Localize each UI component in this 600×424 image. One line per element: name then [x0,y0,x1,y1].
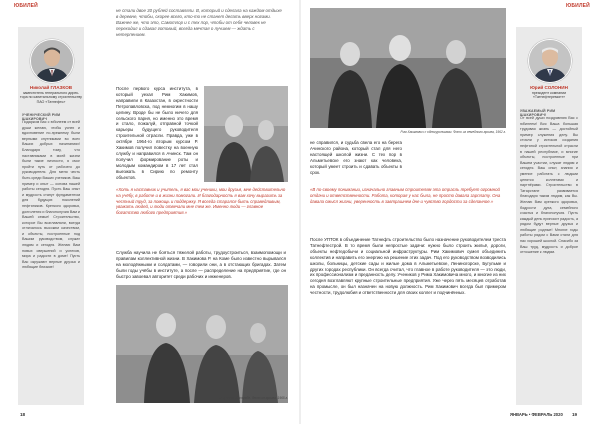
photo-classmates-left [204,86,288,182]
left-sidebar [18,27,84,405]
left-person-role-2: тора по капитальному строительству [20,95,82,100]
left-person-name: Николай ГЛАЗКОВ [29,85,73,90]
page-gutter [299,0,301,424]
left-person-role-1: заместитель генерального дирек- [22,91,80,95]
caption-top-photo: Рим Хакимович с однокурсниками. Фото из семейного архива, 1962 г. [400,130,506,134]
left-greeting-heading: УЧЕНИЧЕСКИЙ РИМ ШАКИРОВИЧ [22,113,61,121]
page-number-right: 19 [572,412,578,417]
photo-image-icon [204,86,288,182]
article-lead: не стали двое 30 рублей составляли. В, который и сделала на каждом отдыхе в деревне, чтобы, скорее всего, кто-то не станет делать вверх ногами. Важнее же, что это, Самотлор и с тех пор, чтобы от себя человек не переходил и сдавал готовый, всегда мечтая о лучшем — ждать с нетерпением. [116,8,282,37]
rubric-left: ЮБИЛЕЙ [14,3,38,9]
army-photo-image-icon [116,285,288,403]
portrait-photo-icon [31,40,73,82]
group-photo-image-icon [310,8,506,128]
right-person-role-2: «Татнефтеремонт» [532,95,566,100]
pull-quote-1: «Хоть я наставник и учитель, я вас мои ученики, мои друзья, мне действительно на учёбу, в работе и в жизни помогали. И благодарность я вам хочу выразить за честный труд, за помощь и поддержку. Я всегда старался быть справедливым, уважать людей, и люди отвечали мне тем же. Именно люди — главное богатство любого предприятия.» [116,187,286,216]
right-greeting-heading: УВАЖАЕМЫЙ РИМ ШАКИРОВИЧ! [520,109,556,117]
left-greeting-text: Подарком Вас с юбилеем от всей души желаю, чтобы успех и вдохновение по-прежнему были верными спутниками во всех Ваших добрых начинаниях! Благодаря тому, что наставниками в моей жизни были такие личности, я смог пройти путь от рабочего до руководителя. Для меня честь быть среди Ваших учеников. Ваш пример и опыт — основа нашей работы сегодня. Пусть Ваш опыт и мудрость станут фундаментом для будущих поколений нефтяников. Крепкого здоровья, долголетия и благополучия Вам и Вашей семье! Строительство, которое Вы возглавляли, всегда отличалось высоким качеством, и объекты, построенные под Вашим руководством, служат людям и сегодня. Желаю Вам новых свершений и успехов, мира и радости в доме! Пусть Вас окружают верные друзья и любящие близкие! [22,120,80,270]
caption-bottom-photo: На армейской службе. Фото из архива, 1965 г. [217,396,288,400]
column-1-bottom: Служба научила не бояться тяжелой работы, трудоустроиться, взаимопомощи и правилам коллективной жизни. В Хакимова Р. на Коме было известно вырывался на молодёжными и солдатами, — говорили они, а в отстающих бригадах. Затем были годы учёбы в институте, а после — распределение на предприятие, где он быстро завоевал авторитет среди рабочих и инженеров. [116,250,286,279]
left-person-role-3: ПАО «Татнефть» [36,99,66,104]
rubric-right: ЮБИЛЕЙ [566,3,590,9]
portrait-glazkov [30,39,74,83]
right-person-role-1: президент компании [531,91,567,95]
page-number-left: 18 [20,412,26,417]
photo-army-service [116,285,288,403]
photo-classmates-group [310,8,506,128]
column-2-bottom: После УПТОК в объединение Татнефть строительство было назначение руководителем треста Татнефтестрой. В то время были непростые задачи: нужно было строить жильё, дороги, объекты нефтедобычи и социальной инфраструктуры. Рим Хакимович сумел объединить коллектив и направить его энергию на решение этих задач. Под его руководством возводились школы, больницы, детские сады и жилые дома в Альметьевске, Лениногорске, Бугульме и других городах республики. Он всегда считал, что главное в работе руководителя — это люди, их профессионализм и преданность делу. Учеников у Рима Хакимовича много, и многие из них сегодня возглавляют крупные строительные предприятия. Уже через пять месяцев отработав на промысле, он был назначен на новую должность. Рим Хакимович всегда был примером честности, трудолюбия и ответственности для своих коллег и подчинённых. [310,237,506,296]
issue-date: ЯНВАРЬ • ФЕВРАЛЬ 2020 [510,412,563,417]
column-2-top: не справился, и судьба свела его на берега Ачинского района, который стал для него настоящей школой жизни. С тех пор в Альметьевске его знают как человека, который умеет строить и сдавать объекты в срок. [310,140,402,175]
pull-quote-2: «В по-своему понимании, изначально главным строителям эта отрасль требует огромной отдачи и ответственности. Работа, которая у нас была, не просто давала зарплату. Она давала смысл жизни, уверенность в завтрашнем дне и чувство гордости за сделанное.» [310,187,501,204]
column-1-top: После первого курса института, в который уехал Рим Хакимов, направили в Казахстан, в окрестности Петропавловска, под немногим в нашу целину. Вроде бы не было ничего для сельского парня, но именно это время и стало, пожалуй, отправной точкой карьеры будущего руководителя строительной отрасли. Правда, уже в октябре 1964-го вторым курсом Р. Хакимов получил повестку на военную службу и направился в Ачинск. Там он получил формирование роты и молодым командиром в 17 лет стал выезжать в Сирию по ремонту объектов. [116,86,198,180]
right-person-name: Юрий СОЛОНИН [530,85,568,90]
right-sidebar [516,27,582,405]
right-greeting-text: От всей души поздравляю Вас с юбилеем! Вся Ваша большая трудовая жизнь — достойный пример служения делу. Вы стояли у истоков создания нефтяной строительной отрасли в нашей республике, и многие объекты, построенные при Вашем участии, служат людям и сегодня. Ваш опыт, знания и умение работать с людьми ценятся коллегами и партнёрами. Строительство в Татарстане развивается благодаря таким людям, как Вы. Желаю Вам крепкого здоровья, бодрости духа, семейного счастья и благополучия. Пусть каждый день приносит радость, а рядом будут верные друзья и любящие родные! Многие годы работы рядом с Вами стали для нас хорошей школой. Спасибо за Ваш труд, мудрость и доброе отношение к людям. [520,116,578,255]
portrait-solonin [528,39,572,83]
portrait-photo-icon-2 [529,40,571,82]
